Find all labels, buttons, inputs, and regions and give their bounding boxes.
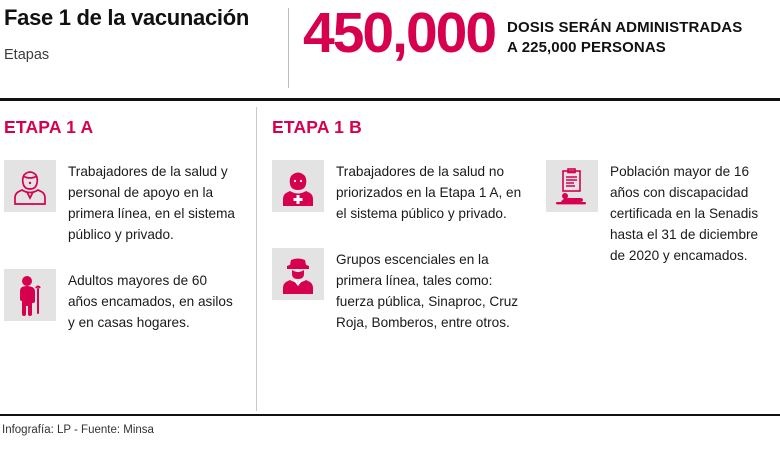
icon-container bbox=[4, 160, 56, 212]
header-left bbox=[0, 4, 288, 64]
column-divider bbox=[256, 107, 257, 411]
list-item bbox=[4, 269, 240, 333]
disability-certificate-icon bbox=[552, 166, 592, 206]
stage-column-1b bbox=[256, 101, 534, 417]
list-item bbox=[272, 248, 522, 333]
list-item-text: Grupos escenciales en la primera línea, tales como: fuerza pública, Sinaproc, Cruz Roja, Bomberos, entre otros. bbox=[336, 252, 519, 331]
header-right bbox=[303, 1, 780, 65]
big-number-caption-line1: DOSIS SERÁN ADMINISTRADAS bbox=[507, 19, 743, 36]
list-item-text: Trabajadores de la salud no priorizados en la Etapa 1 A, en el sistema público y privado. bbox=[336, 164, 522, 222]
big-number-caption-line2: A 225,000 PERSONAS bbox=[507, 39, 666, 57]
header-divider bbox=[288, 8, 289, 88]
big-number: 450,000 bbox=[303, 1, 496, 65]
stage-column-extra bbox=[534, 101, 780, 417]
icon-container bbox=[546, 160, 598, 212]
source-credit: Infografía: LP - Fuente: Minsa bbox=[2, 424, 154, 436]
stages-container bbox=[0, 101, 780, 417]
elderly-person-cane-icon bbox=[13, 274, 47, 316]
stage-title-1b: ETAPA 1 B bbox=[272, 117, 362, 137]
list-item bbox=[546, 160, 776, 266]
stage-column-1a bbox=[0, 101, 256, 417]
health-worker-icon bbox=[11, 166, 49, 206]
icon-container bbox=[272, 160, 324, 212]
list-item-text: Trabajadores de la salud y personal de apoyo en la primera línea, en el sistema público y privado. bbox=[68, 164, 235, 243]
page-title: Fase 1 de la vacunación bbox=[4, 5, 249, 30]
stage-title-1a: ETAPA 1 A bbox=[4, 117, 94, 137]
nurse-icon bbox=[279, 166, 317, 206]
police-officer-icon bbox=[279, 254, 317, 294]
list-item bbox=[4, 160, 240, 245]
page-subtitle: Etapas bbox=[4, 47, 50, 64]
list-item bbox=[272, 160, 522, 224]
list-item-text: Adultos mayores de 60 años encamados, en asilos y en casas hogares. bbox=[68, 273, 233, 331]
list-item-text: Población mayor de 16 años con discapacidad certificada en la Senadis hasta el 31 de diciembre de 2020 y encamados. bbox=[610, 164, 759, 264]
header bbox=[0, 0, 780, 94]
icon-container bbox=[4, 269, 56, 321]
big-number-caption bbox=[507, 6, 742, 59]
footer-rule bbox=[0, 414, 780, 416]
icon-container bbox=[272, 248, 324, 300]
